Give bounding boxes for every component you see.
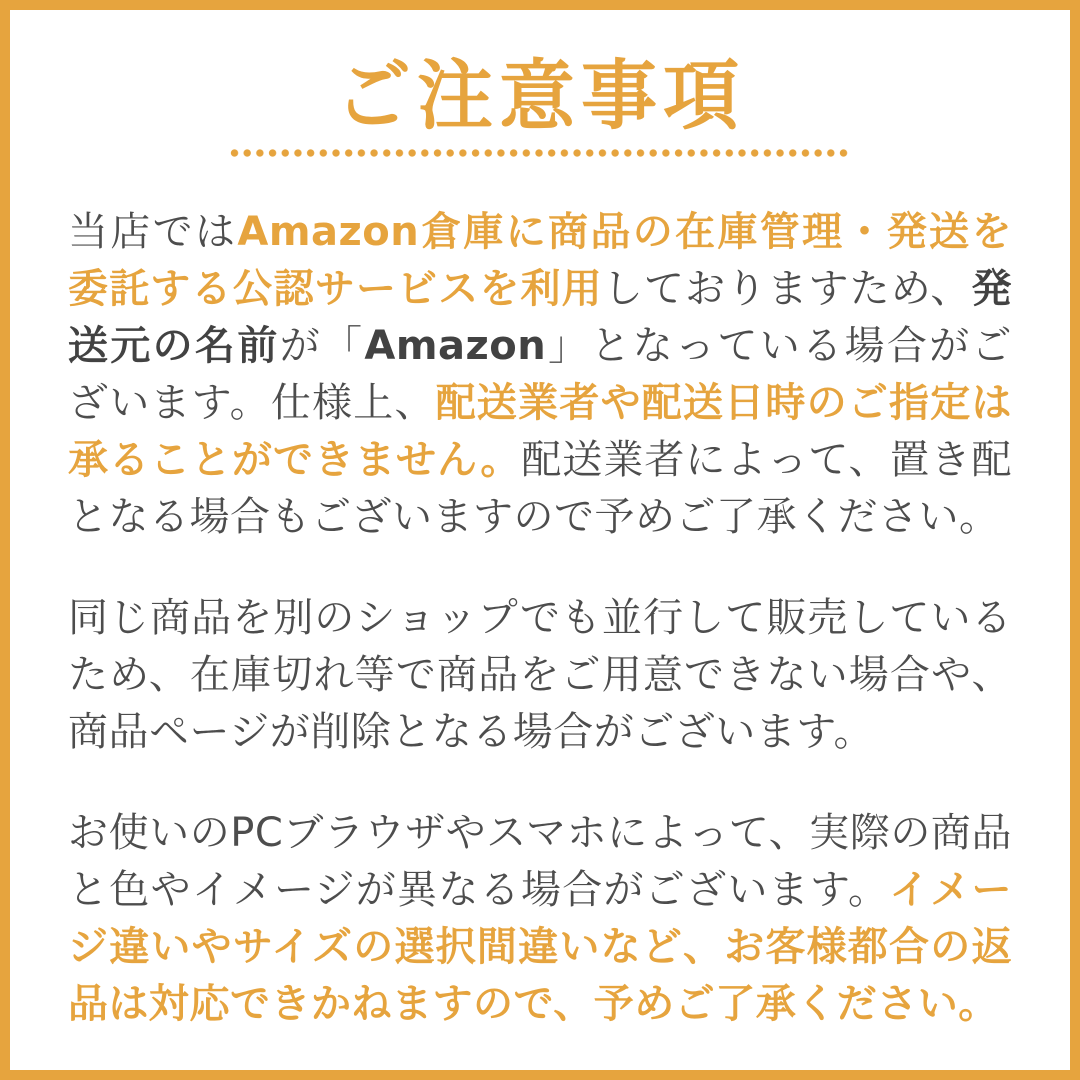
text-segment: Amazon <box>364 322 547 369</box>
text-segment: 当店では <box>68 208 238 255</box>
text-segment: 発送元の名前 <box>68 265 1012 369</box>
page-title: ご注意事項 <box>335 51 745 140</box>
text-segment: 配送業者や配送日時のご指定は承ることができません。 <box>68 379 1012 483</box>
notice-body <box>68 204 1012 1033</box>
text-segment: Amazon倉庫に商品の在庫管理・発送を委託する公認サービスを利用 <box>68 208 1013 312</box>
text-segment: 配送業者によって、置き配となる場合もございますので予めご了承ください。 <box>68 436 1013 540</box>
text-segment: イメージ違いやサイズの選択間違いなど、お客様都合の返品は対応できかねますので、予めご了承ください。 <box>68 866 1012 1027</box>
notice-paragraph-stock <box>68 590 1012 761</box>
text-segment: 」となっている場合がございます。仕様上、 <box>68 322 1013 426</box>
text-segment: 同じ商品を別のショップでも並行して販売しているため、在庫切れ等で商品をご用意できない場合や、商品ページが削除となる場合がございます。 <box>68 594 1012 755</box>
text-segment: お使いのPCブラウザやスマホによって、実際の商品と色やイメージが異なる場合がございます。 <box>68 809 1012 913</box>
notice-paragraph-returns <box>68 805 1012 1033</box>
text-segment: しておりますため、 <box>602 265 972 312</box>
text-segment: が「 <box>279 322 365 369</box>
dotted-divider <box>230 148 850 158</box>
notice-paragraph-shipping <box>68 204 1012 546</box>
